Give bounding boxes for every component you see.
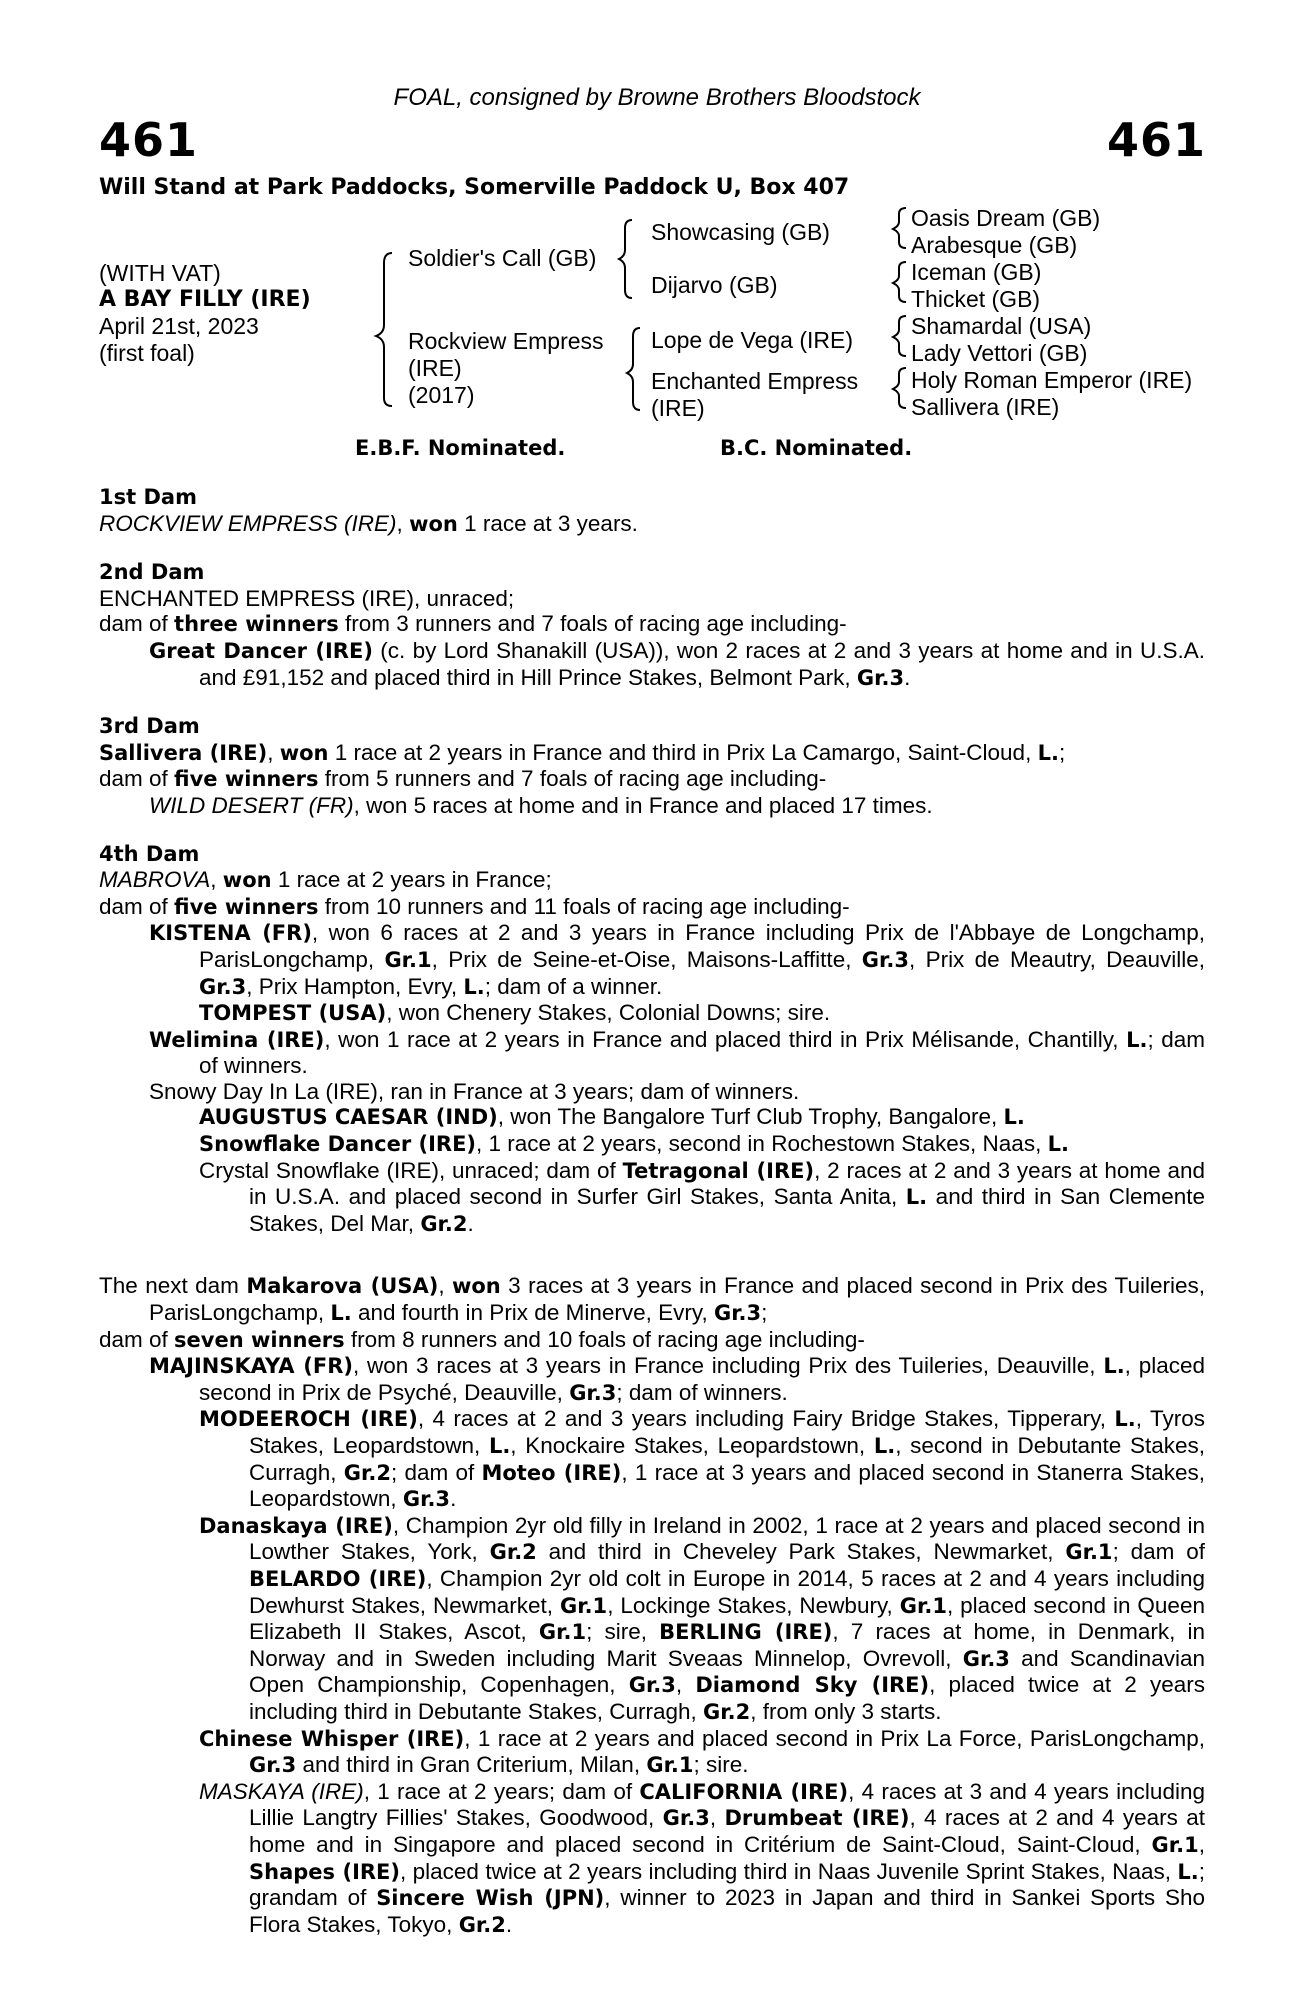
bold-text-run: won [451, 1274, 501, 1299]
produce-record [99, 1000, 1205, 1027]
text-run: , [396, 510, 410, 536]
bold-text-run: Gr.1 [1065, 1540, 1113, 1565]
bold-text-run: Chinese Whisper (IRE) [199, 1726, 465, 1751]
text-run: . [904, 664, 911, 690]
bold-text-run: seven winners [174, 1327, 345, 1352]
bold-text-run: Danaskaya (IRE) [199, 1513, 393, 1538]
bold-text-run: L. [1126, 1027, 1148, 1052]
text-run: , winner to 2023 in Japan and third in Sankei Sports Sho Flora Stakes, Tokyo, [249, 1885, 1205, 1937]
text-run: dam of [99, 611, 175, 637]
bold-text-run: Drumbeat (IRE) [724, 1806, 910, 1831]
produce-record [99, 1273, 1205, 1326]
bold-text-run: three winners [174, 612, 339, 637]
bold-text-run: L. [873, 1434, 896, 1458]
text-run: and third in San Clemente Stakes, Del Mar, [249, 1184, 1205, 1236]
bold-text-run: Sincere Wish (JPN) [376, 1886, 605, 1911]
produce-record [99, 1104, 1205, 1131]
bold-text-run: L. [330, 1301, 352, 1326]
ebf-nomination: E.B.F. Nominated. [355, 436, 566, 460]
text-run: , from only 3 starts. [750, 1698, 942, 1724]
bold-text-run: L. [905, 1185, 928, 1210]
text-run: , second in Debutante Stakes, Curragh, [249, 1433, 1205, 1485]
produce-record [99, 1513, 1205, 1726]
text-run: , placed twice at 2 years including third in Debutante Stakes, Curragh, [249, 1672, 1205, 1724]
text-run: (c. by Lord Shanakill (USA)), won 2 races at 2 and 3 years at home and in U.S.A. and £91,152 and placed third in Hill Prince Stakes, Belmont Park, [199, 637, 1206, 690]
text-run: 1 race at 3 years. [457, 510, 638, 536]
bold-text-run: Great Dancer (IRE) [149, 638, 373, 663]
dam-section [99, 560, 1205, 691]
produce-record [99, 638, 1205, 691]
dam-section [99, 842, 1205, 1238]
bold-text-run: five winners [174, 894, 319, 919]
bold-text-run: Gr.2 [343, 1460, 391, 1485]
text-run: Crystal Snowflake (IRE), unraced; dam of [199, 1157, 623, 1183]
text-run: , [438, 1273, 452, 1299]
bold-text-run: Gr.3 [199, 974, 247, 999]
bold-text-run: L. [1047, 1132, 1069, 1157]
bold-text-run: won [222, 868, 272, 893]
text-run: ENCHANTED EMPRESS (IRE), unraced; [99, 585, 515, 611]
text-run: , 4 races at 2 and 4 years at home and in Singapore and placed second in Critérium de Saint-Cloud, Saint-Cloud, [249, 1805, 1205, 1857]
bold-text-run: Gr.3 [962, 1646, 1010, 1671]
bold-text-run: Gr.2 [489, 1540, 537, 1565]
bold-text-run: Tetragonal (IRE) [622, 1158, 815, 1183]
text-run: ; dam of [390, 1459, 482, 1485]
text-run: , Lockinge Stakes, Newbury, [607, 1592, 900, 1618]
bold-text-run: Gr.2 [420, 1211, 468, 1236]
bold-text-run: L. [1103, 1354, 1125, 1379]
horse-name: A BAY FILLY (IRE) [99, 287, 311, 312]
text-run: , Tyros Stakes, Leopardstown, [249, 1406, 1205, 1458]
text-run: 3 races at 3 years in France and placed second in Prix des Tuileries, ParisLongchamp, [149, 1273, 1205, 1326]
produce-record [99, 1406, 1205, 1512]
bold-text-run: CALIFORNIA (IRE) [639, 1779, 849, 1804]
text-run: dam of [99, 766, 175, 792]
text-run: and third in Cheveley Park Stakes, Newmarket, [536, 1539, 1066, 1565]
produce-record [99, 920, 1205, 1000]
dam-sire-name: Lope de Vega (IRE) [651, 327, 854, 353]
bold-text-run: Gr.3 [861, 947, 909, 972]
text-run: , placed second in Prix de Psyché, Deauville, [199, 1353, 1205, 1405]
bold-text-run: Gr.1 [538, 1620, 587, 1645]
text-run: , 1 race at 2 years, second in Rochestown Stakes, Naas, [476, 1131, 1048, 1157]
bold-text-run: MODEEROCH (IRE) [199, 1407, 418, 1432]
text-run: dam of [99, 893, 175, 919]
sire-dam-name: Dijarvo (GB) [651, 272, 778, 298]
text-run: ; dam of [1112, 1539, 1205, 1565]
text-run: , won 1 race at 2 years in France and placed third in Prix Mélisande, Chantilly, [324, 1026, 1127, 1052]
bold-text-run: Gr.1 [384, 947, 432, 972]
text-run: from 10 runners and 11 foals of racing age including- [318, 893, 850, 919]
text-run: . [450, 1486, 457, 1512]
produce-record [99, 766, 1205, 793]
ggdam-dsd: Lady Vettori (GB) [911, 340, 1088, 366]
produce-record [99, 1079, 1205, 1105]
text-run: , 4 races at 2 and 3 years including Fairy Bridge Stakes, Tipperary, [417, 1406, 1115, 1432]
bold-text-run: Gr.3 [569, 1380, 617, 1405]
text-run: , won Chenery Stakes, Colonial Downs; sire. [386, 1000, 831, 1026]
produce-record [99, 1353, 1205, 1406]
text-run: , [709, 1805, 725, 1831]
text-run: , Prix de Meautry, Deauville, [908, 946, 1205, 972]
text-run: ; sire. [693, 1752, 749, 1778]
vat-label: (WITH VAT) [99, 260, 221, 286]
section-heading: 3rd Dam [99, 714, 200, 739]
italic-text-run: WILD DESERT (FR) [149, 792, 354, 818]
italic-text-run: MABROVA [99, 867, 211, 893]
ggdam-ssd: Arabesque (GB) [911, 232, 1078, 258]
text-run: from 8 runners and 10 foals of racing age including- [344, 1326, 865, 1352]
dam-section [99, 714, 1205, 818]
ggsire-sds: Iceman (GB) [911, 259, 1042, 285]
text-run: , 1 race at 2 years and placed second in Prix La Force, ParisLongchamp, [464, 1725, 1205, 1751]
bold-text-run: Gr.3 [628, 1673, 676, 1698]
text-run: , 1 race at 2 years; dam of [363, 1778, 640, 1804]
section-heading: 2nd Dam [99, 560, 205, 585]
bold-text-run: AUGUSTUS CAESAR (IND) [199, 1105, 498, 1130]
produce-record [99, 740, 1205, 767]
text-run: and Scandinavian Open Championship, Copenhagen, [249, 1645, 1205, 1698]
stand-location: Will Stand at Park Paddocks, Somerville Paddock U, Box 407 [99, 175, 850, 200]
text-run: 1 race at 2 years in France and third in Prix La Camargo, Saint-Cloud, [328, 739, 1038, 765]
bold-text-run: TOMPEST (USA) [199, 1001, 387, 1026]
text-run: ; dam of a winner. [484, 973, 663, 999]
produce-record [99, 894, 1205, 921]
bold-text-run: Gr.3 [402, 1487, 451, 1512]
bold-text-run: Diamond Sky (IRE) [695, 1673, 930, 1698]
dam-name-line-3: (2017) [408, 382, 475, 408]
text-run: , 7 races at home, in Denmark, in Norway and in Sweden including Marit Sveaas Minnelop, Ovrevoll, [249, 1619, 1205, 1671]
bold-text-run: Gr.2 [703, 1699, 751, 1724]
foal-note: (first foal) [99, 340, 195, 366]
sire-name: Soldier's Call (GB) [408, 245, 597, 271]
text-run: , Champion 2yr old colt in Europe in 2014, 5 races at 2 and 4 years including Dewhurst Stakes, Newmarket, [249, 1565, 1205, 1618]
bold-text-run: Gr.3 [249, 1753, 297, 1778]
bold-text-run: Makarova (USA) [246, 1274, 439, 1299]
produce-record [99, 1158, 1205, 1238]
text-run: , placed twice at 2 years including third in Naas Juvenile Sprint Stakes, Naas, [400, 1858, 1178, 1884]
italic-text-run: ROCKVIEW EMPRESS (IRE) [99, 510, 397, 536]
text-run: , won 6 races at 2 and 3 years in France including Prix de l'Abbaye de Longchamp, ParisLongchamp, [199, 920, 1205, 972]
text-run: , placed second in Queen Elizabeth II Stakes, Ascot, [249, 1592, 1205, 1645]
bold-text-run: Shapes (IRE) [249, 1859, 400, 1884]
ggsire-dss: Shamardal (USA) [911, 313, 1092, 339]
dam-dam-line-2: (IRE) [651, 395, 705, 421]
section-heading: 4th Dam [99, 841, 200, 866]
text-run: . [505, 1911, 513, 1937]
dam-section [99, 1273, 1205, 1938]
text-run: , [675, 1672, 696, 1698]
text-run: and third in Gran Criterium, Milan, [296, 1752, 647, 1778]
bold-text-run: Gr.1 [1151, 1832, 1199, 1857]
produce-record [99, 793, 1205, 819]
text-run: ; grandam of [249, 1858, 1205, 1911]
produce-record [99, 867, 1205, 894]
bold-text-run: Gr.1 [899, 1593, 947, 1618]
bold-text-run: Gr.3 [662, 1806, 710, 1831]
text-run: , [267, 739, 280, 765]
bold-text-run: Welimina (IRE) [149, 1027, 325, 1052]
text-run: , Champion 2yr old filly in Ireland in 2002, 1 race at 2 years and placed second in Lowther Stakes, York, [249, 1512, 1205, 1565]
bold-text-run: Gr.3 [856, 665, 905, 690]
text-run: ; dam of winners. [199, 1026, 1205, 1079]
text-run: , Prix de Seine-et-Oise, Maisons-Laffitte, [431, 946, 862, 972]
text-run: , 4 races at 3 and 4 years including Lillie Langtry Fillies' Stakes, Goodwood, [249, 1778, 1205, 1831]
text-run: The next dam [99, 1273, 247, 1299]
text-run: dam of [99, 1326, 175, 1352]
text-run: from 5 runners and 7 foals of racing age including- [318, 766, 827, 792]
ggsire-dds: Holy Roman Emperor (IRE) [911, 367, 1193, 393]
bold-text-run: L. [1003, 1105, 1025, 1130]
produce-record [99, 586, 1205, 612]
produce-record [99, 1327, 1205, 1354]
text-run: , Knockaire Stakes, Leopardstown, [510, 1433, 874, 1458]
text-run: from 3 runners and 7 foals of racing age including- [338, 611, 847, 637]
bold-text-run: BERLING (IRE) [659, 1620, 833, 1645]
text-run: ; sire, [586, 1619, 660, 1645]
dam-section [99, 485, 1205, 537]
lot-number-left: 461 [99, 113, 199, 167]
bold-text-run: KISTENA (FR) [149, 921, 312, 946]
bold-text-run: Sallivera (IRE) [99, 740, 268, 765]
produce-record [99, 1779, 1205, 1939]
bold-text-run: L. [488, 1434, 511, 1458]
foaling-date: April 21st, 2023 [99, 313, 259, 339]
produce-record [99, 1027, 1205, 1079]
produce-record [99, 511, 1205, 538]
dam-dam-line-1: Enchanted Empress [651, 368, 859, 394]
dam-name-line-2: (IRE) [408, 355, 462, 381]
bold-text-run: Snowflake Dancer (IRE) [199, 1132, 477, 1157]
bc-nomination: B.C. Nominated. [720, 436, 913, 460]
bold-text-run: L. [1037, 740, 1059, 765]
text-run: , 1 race at 3 years and placed second in Stanerra Stakes, Leopardstown, [249, 1459, 1205, 1512]
text-run: , [210, 867, 223, 893]
bold-text-run: won [279, 740, 329, 765]
text-run: ; [1058, 739, 1066, 765]
text-run: ; dam of winners. [616, 1379, 788, 1405]
bold-text-run: L. [1177, 1859, 1199, 1884]
text-run: 1 race at 2 years in France; [271, 867, 552, 893]
bold-text-run: L. [1114, 1407, 1136, 1432]
produce-record [99, 611, 1205, 638]
text-run: , [1198, 1831, 1205, 1857]
bold-text-run: won [409, 511, 458, 536]
bold-text-run: Gr.1 [646, 1753, 694, 1778]
catalogue-body [99, 485, 1205, 1938]
text-run: , Prix Hampton, Evry, [246, 973, 464, 999]
ggsire-sss: Oasis Dream (GB) [911, 205, 1101, 231]
section-heading: 1st Dam [99, 485, 197, 509]
bold-text-run: MAJINSKAYA (FR) [149, 1354, 353, 1379]
italic-text-run: MASKAYA (IRE) [199, 1778, 364, 1804]
bold-text-run: Gr.1 [559, 1593, 608, 1618]
text-run: and fourth in Prix de Minerve, Evry, [351, 1300, 714, 1326]
ggdam-ddd: Sallivera (IRE) [911, 394, 1060, 420]
lot-number-right: 461 [1106, 113, 1206, 167]
text-run: Snowy Day In La (IRE), ran in France at 3 years; dam of winners. [149, 1078, 800, 1104]
text-run: , 2 races at 2 and 3 years at home and in U.S.A. and placed second in Surfer Girl Stakes, Santa Anita, [249, 1157, 1205, 1210]
bold-text-run: BELARDO (IRE) [249, 1566, 427, 1591]
bold-text-run: Moteo (IRE) [481, 1460, 622, 1485]
text-run: , won 5 races at home and in France and placed 17 times. [353, 792, 933, 818]
dam-name-line-1: Rockview Empress [408, 328, 604, 354]
bold-text-run: five winners [174, 767, 319, 792]
bold-text-run: Gr.2 [458, 1912, 506, 1937]
text-run: , won The Bangalore Turf Club Trophy, Bangalore, [497, 1104, 1004, 1130]
produce-record [99, 1131, 1205, 1158]
produce-record [99, 1726, 1205, 1779]
bold-text-run: Gr.3 [713, 1301, 762, 1326]
consignor-line: FOAL, consigned by Browne Brothers Bloodstock [393, 84, 921, 111]
text-run: ; [761, 1300, 768, 1326]
text-run: . [467, 1210, 474, 1236]
text-run: , won 3 races at 3 years in France including Prix des Tuileries, Deauville, [352, 1353, 1104, 1379]
sire-sire-name: Showcasing (GB) [651, 219, 830, 245]
ggdam-sdd: Thicket (GB) [911, 286, 1041, 312]
bold-text-run: L. [463, 974, 485, 999]
